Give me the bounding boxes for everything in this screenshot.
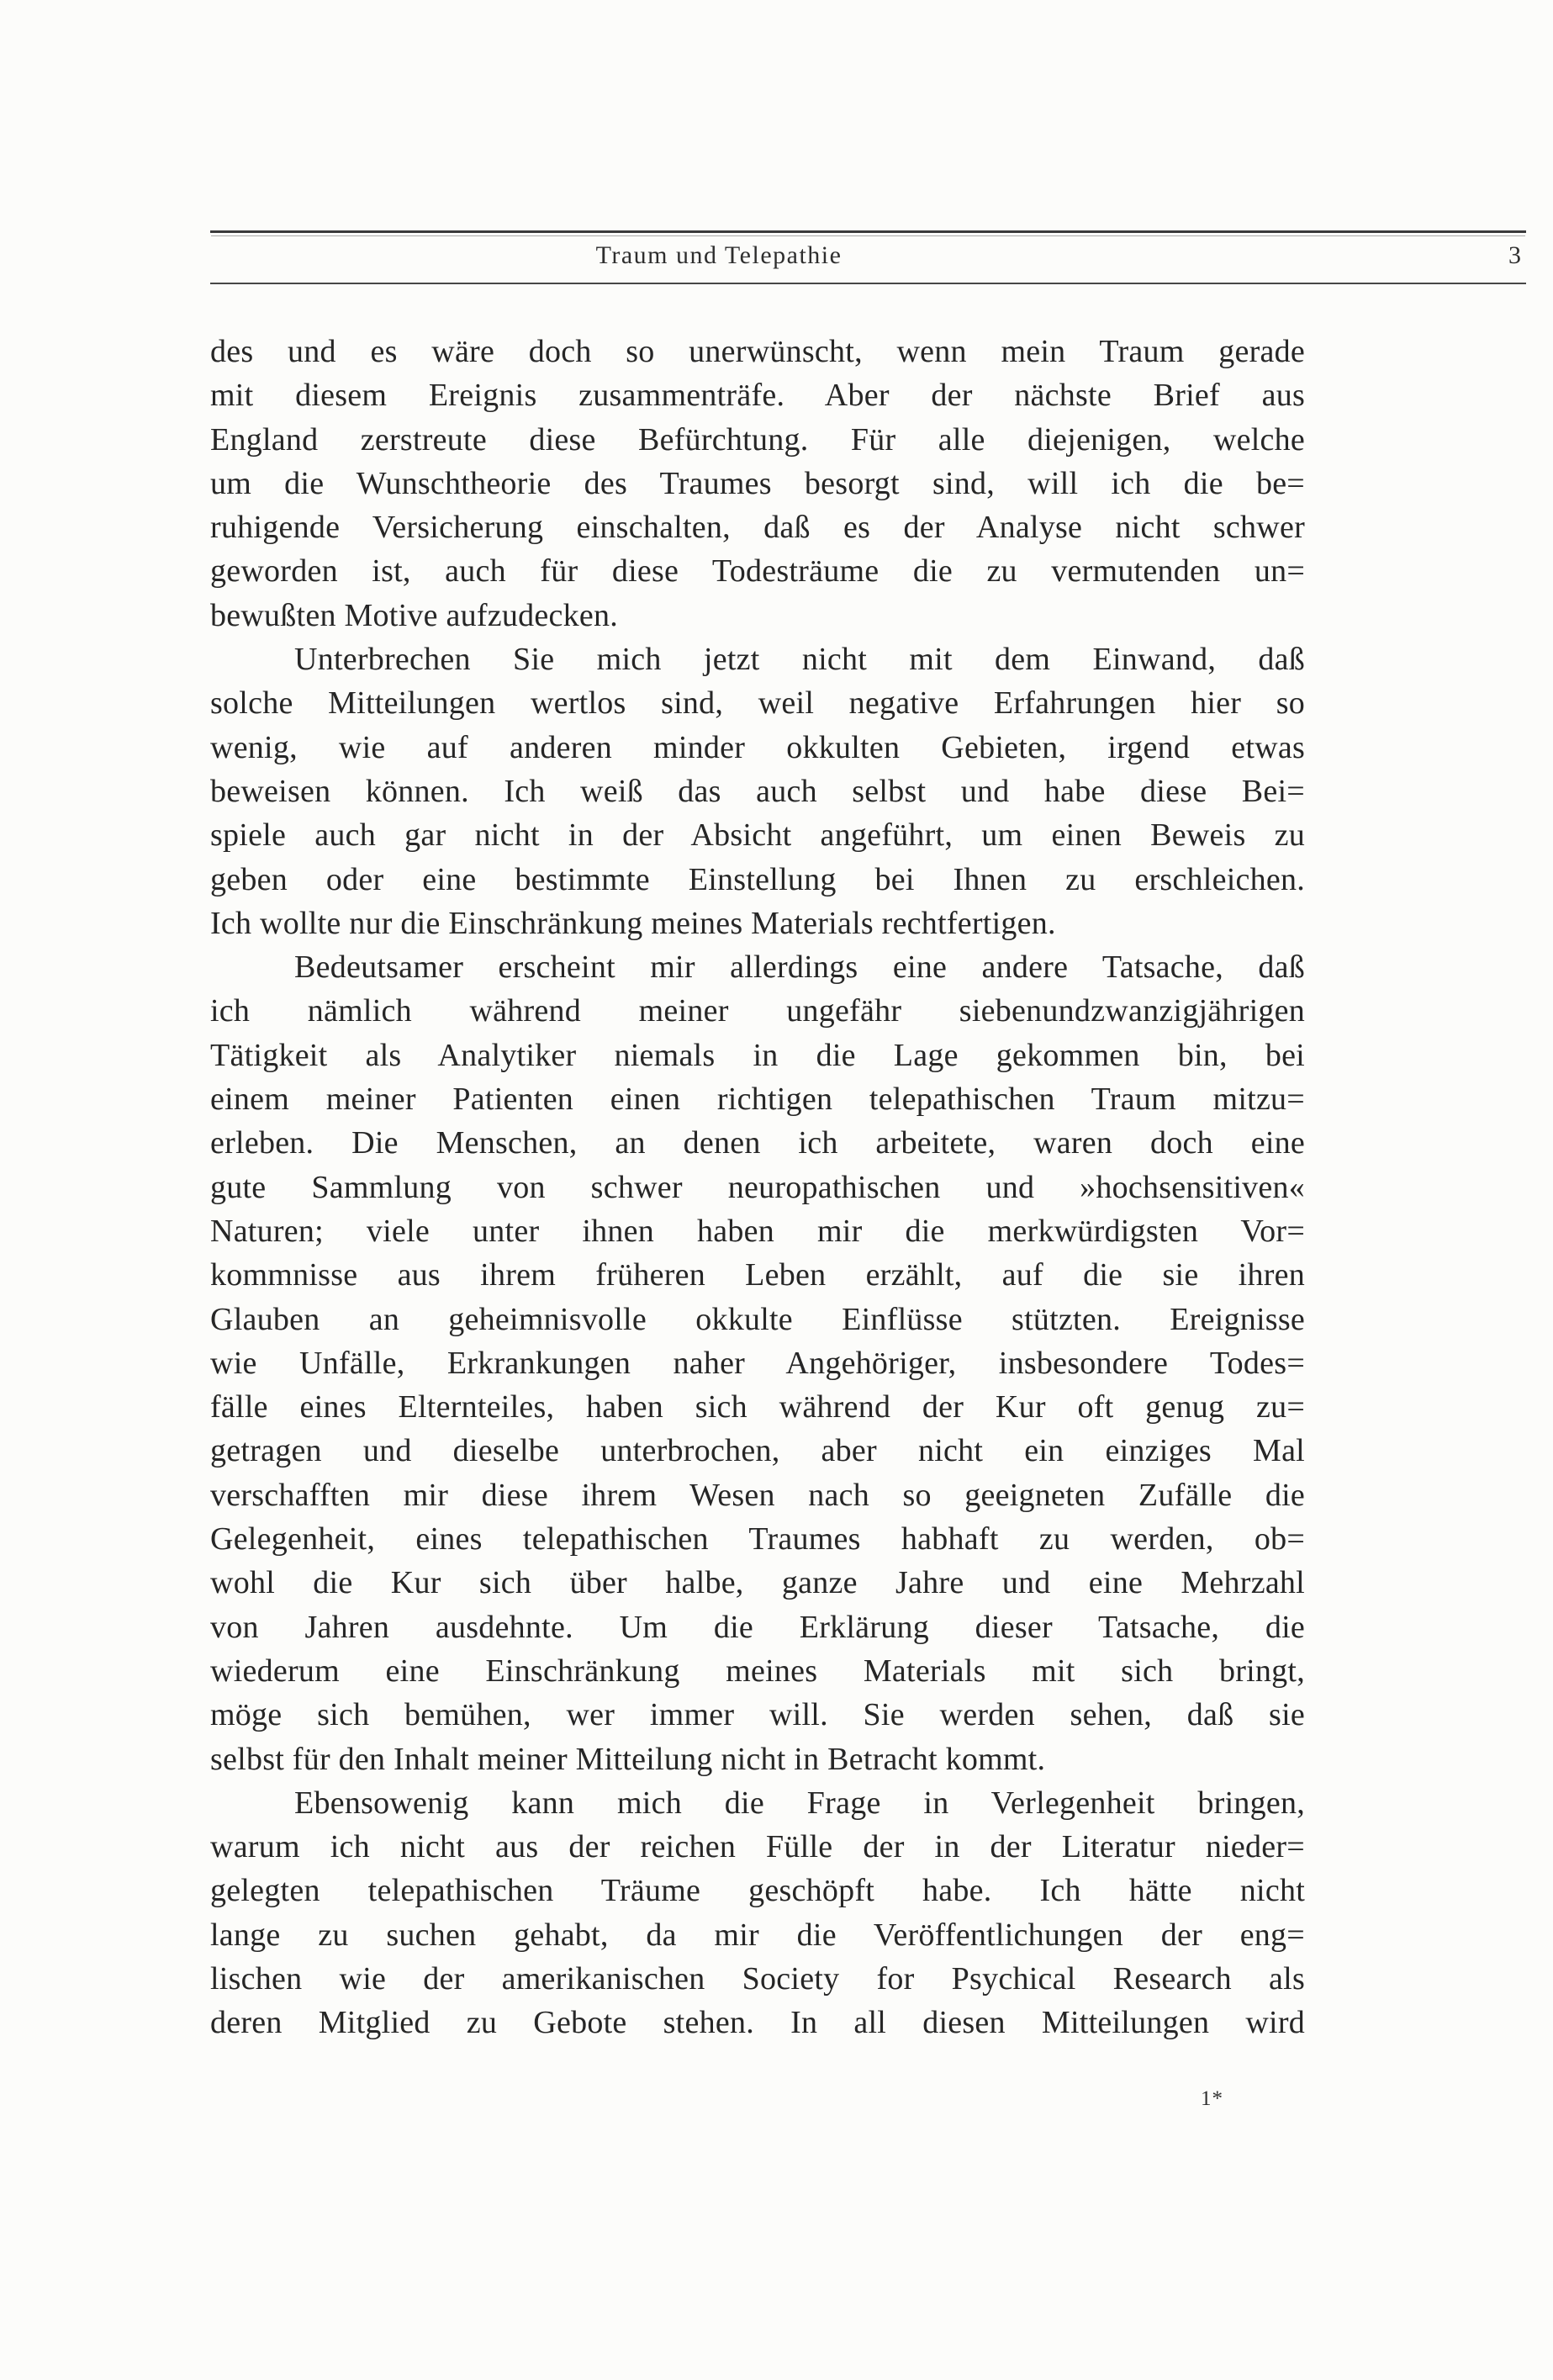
text-line: erleben. Die Menschen, an denen ich arbeitete, waren doch eine <box>210 1125 1305 1161</box>
page-number: 3 <box>1508 241 1521 269</box>
text-line: Ebensowenig kann mich die Frage in Verlegenheit bringen, <box>294 1785 1305 1821</box>
text-line: lischen wie der amerikanischen Society for Psychical Research als <box>210 1960 1305 1997</box>
text-line: Tätigkeit als Analytiker niemals in die Lage gekommen bin, bei <box>210 1037 1305 1073</box>
text-line: warum ich nicht aus der reichen Fülle der in der Literatur nieder= <box>210 1829 1305 1865</box>
text-line: um die Wunschtheorie des Traumes besorgt sind, will ich die be= <box>210 465 1305 501</box>
header-rule-top <box>210 230 1526 233</box>
header-rule-bottom <box>210 283 1526 284</box>
text-line: solche Mitteilungen wertlos sind, weil negative Erfahrungen hier so <box>210 685 1305 722</box>
text-line: bewußten Motive aufzudecken. <box>210 597 618 633</box>
text-line: Gelegenheit, eines telepathischen Traumes habhaft zu werden, ob= <box>210 1521 1305 1558</box>
text-line: Glauben an geheimnisvolle okkulte Einflüsse stützten. Ereignisse <box>210 1301 1305 1337</box>
text-line: des und es wäre doch so unerwünscht, wenn mein Traum gerade <box>210 334 1305 369</box>
text-line: kommnisse aus ihrem früheren Leben erzählt, auf die sie ihren <box>210 1257 1305 1293</box>
text-line: Unterbrechen Sie mich jetzt nicht mit dem Einwand, daß <box>294 642 1305 678</box>
text-line: deren Mitglied zu Gebote stehen. In all diesen Mitteilungen wird <box>210 2005 1305 2041</box>
text-line: geworden ist, auch für diese Todesträume die zu vermutenden un= <box>210 553 1305 590</box>
text-line: möge sich bemühen, wer immer will. Sie werden sehen, daß sie <box>210 1697 1305 1733</box>
text-line: wiederum eine Einschränkung meines Materials mit sich bringt, <box>210 1653 1305 1689</box>
text-line: lange zu suchen gehabt, da mir die Veröffentlichungen der eng= <box>210 1917 1305 1953</box>
text-line: geben oder eine bestimmte Einstellung bei Ihnen zu erschleichen. <box>210 861 1305 897</box>
text-line: wie Unfälle, Erkrankungen naher Angehöriger, insbesondere Todes= <box>210 1345 1305 1381</box>
running-head <box>210 230 1526 291</box>
page-text <box>210 330 1305 2045</box>
text-line: Naturen; viele unter ihnen haben mir die merkwürdigsten Vor= <box>210 1213 1305 1249</box>
text-line: spiele auch gar nicht in der Absicht angeführt, um einen Beweis zu <box>210 817 1305 854</box>
text-line: gelegten telepathischen Träume geschöpft habe. Ich hätte nicht <box>210 1873 1305 1909</box>
text-line: wenig, wie auf anderen minder okkulten Gebieten, irgend etwas <box>210 729 1305 765</box>
text-line: gute Sammlung von schwer neuropathischen und »hochsensitiven« <box>210 1169 1305 1205</box>
text-line: beweisen können. Ich weiß das auch selbst und habe diese Bei= <box>210 773 1305 809</box>
text-line: Bedeutsamer erscheint mir allerdings eine andere Tatsache, daß <box>294 949 1305 986</box>
text-line: von Jahren ausdehnte. Um die Erklärung dieser Tatsache, die <box>210 1609 1305 1645</box>
text-line: getragen und dieselbe unterbrochen, aber nicht ein einziges Mal <box>210 1433 1305 1469</box>
text-line: wohl die Kur sich über halbe, ganze Jahre und eine Mehrzahl <box>210 1565 1305 1601</box>
text-line: ich nämlich während meiner ungefähr siebenundzwanzigjährigen <box>210 993 1305 1029</box>
text-line: England zerstreute diese Befürchtung. Für alle diejenigen, welche <box>210 421 1305 457</box>
text-line: mit diesem Ereignis zusammenträfe. Aber der nächste Brief aus <box>210 378 1305 414</box>
text-line: fälle eines Elternteiles, haben sich während der Kur oft genug zu= <box>210 1389 1305 1425</box>
text-line: Ich wollte nur die Einschränkung meines Materials rechtfertigen. <box>210 905 1056 941</box>
text-line: verschafften mir diese ihrem Wesen nach so geeigneten Zufälle die <box>210 1477 1305 1513</box>
running-head-title: Traum und Telepathie <box>595 241 843 269</box>
text-line: einem meiner Patienten einen richtigen telepathischen Traum mitzu= <box>210 1082 1305 1118</box>
text-line: selbst für den Inhalt meiner Mitteilung nicht in Betracht kommt. <box>210 1741 1046 1777</box>
signature-mark: 1* <box>1201 2087 1223 2110</box>
text-line: ruhigende Versicherung einschalten, daß es der Analyse nicht schwer <box>210 510 1305 546</box>
